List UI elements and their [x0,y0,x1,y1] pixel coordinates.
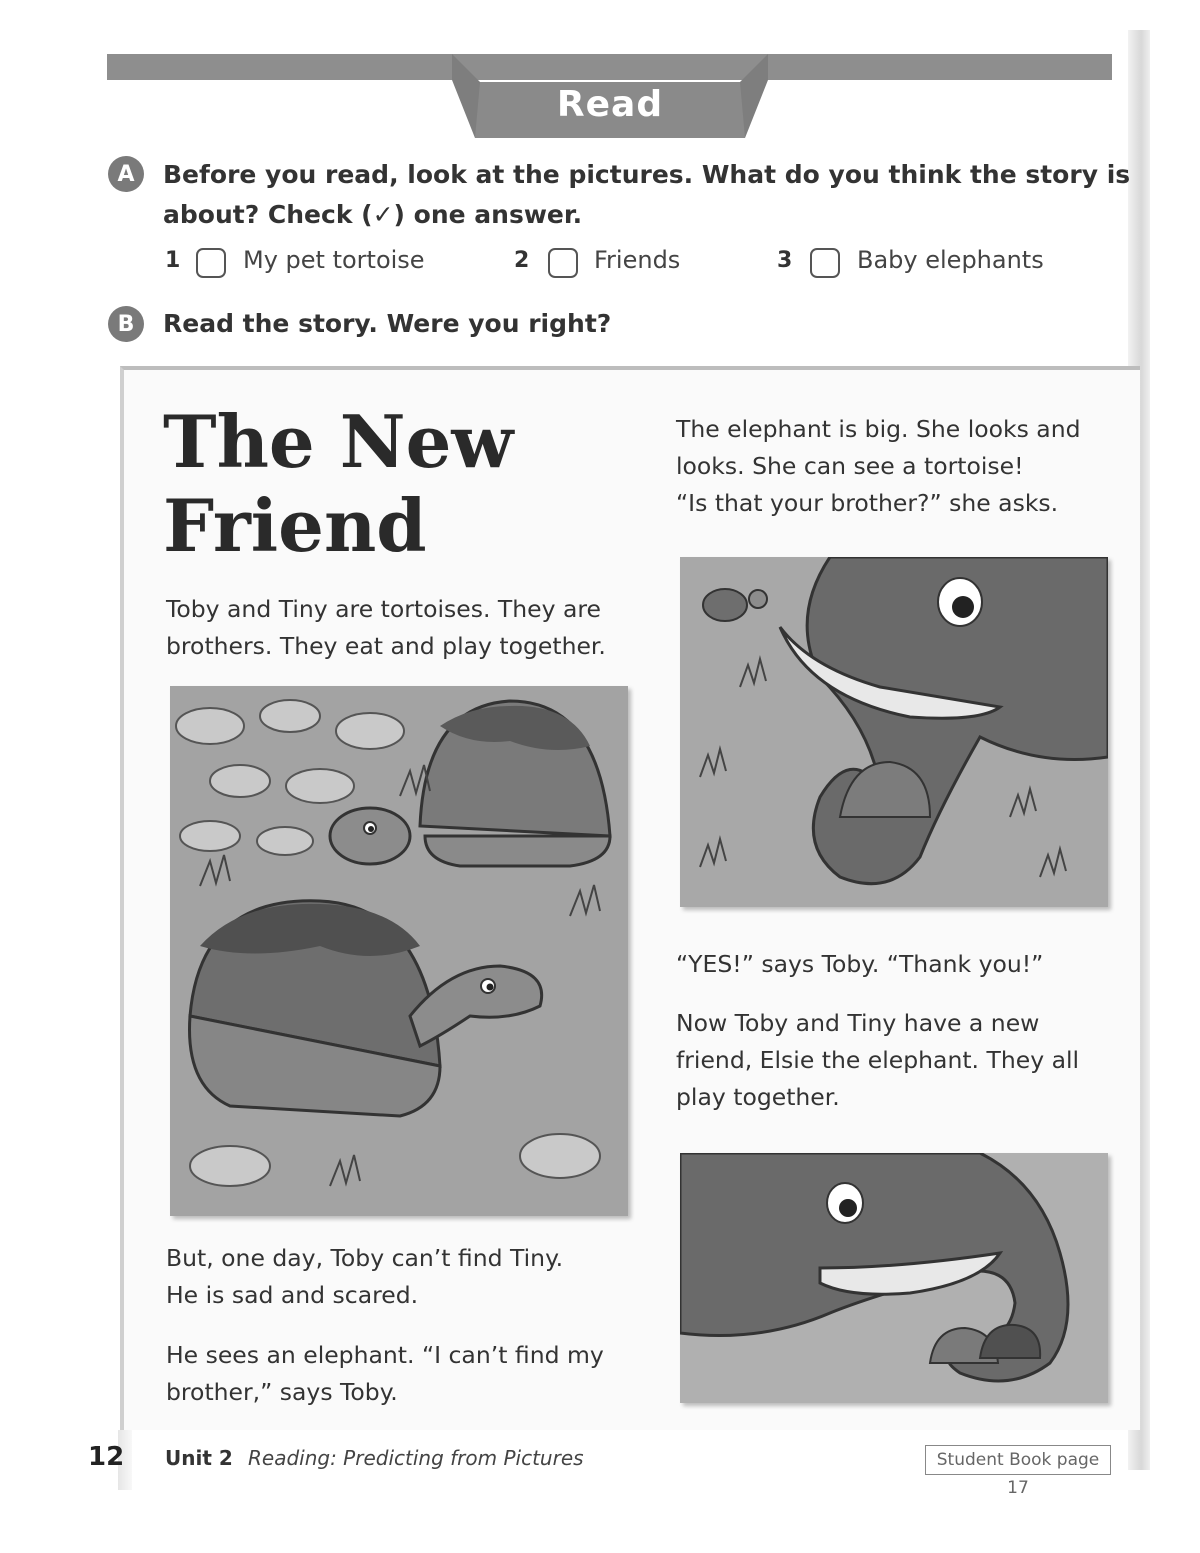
paragraph-5: “YES!” says Toby. “Thank you!” [676,950,1044,978]
paragraph-3 [166,1337,604,1411]
option-3-checkbox[interactable] [810,248,840,278]
story-title [163,400,583,568]
paragraph-4-line3: “Is that your brother?” she asks. [676,489,1059,517]
option-1-label: My pet tortoise [243,246,425,274]
option-3-label: Baby elephants [857,246,1044,274]
paragraph-4-line2: looks. She can see a tortoise! [676,452,1024,480]
option-2-checkbox[interactable] [548,248,578,278]
option-2-number: 2 [514,248,530,273]
paragraph-1-line2: brothers. They eat and play together. [166,632,606,660]
paragraph-4-line1: The elephant is big. She looks and [676,415,1081,443]
paragraph-6-line1: Now Toby and Tiny have a new [676,1009,1040,1037]
paragraph-2-line2: He is sad and scared. [166,1281,419,1309]
paragraph-6 [676,1005,1079,1116]
option-2-label: Friends [594,246,681,274]
header-banner [0,0,1200,150]
paragraph-1-line1: Toby and Tiny are tortoises. They are [166,595,601,623]
paragraph-2 [166,1240,563,1314]
option-1-number: 1 [165,248,181,273]
exercise-b-badge: B [108,306,144,342]
option-3-number: 3 [777,248,793,273]
story-title-line2: Friend [163,483,427,568]
option-1-checkbox[interactable] [196,248,226,278]
paragraph-3-line1: He sees an elephant. “I can’t find my [166,1341,604,1369]
unit-subtitle: Reading: Predicting from Pictures [248,1446,584,1470]
exercise-a-instruction-line2: about? Check (✓) one answer. [163,200,583,229]
exercise-b-instruction: Read the story. Were you right? [163,309,612,338]
unit-label: Unit 2 [165,1446,233,1470]
exercise-a-badge: A [108,156,144,192]
page-number: 12 [88,1442,125,1472]
elephant-with-tortoises-illustration [680,1153,1108,1403]
paragraph-2-line1: But, one day, Toby can’t find Tiny. [166,1244,564,1272]
paragraph-4 [676,411,1081,522]
paragraph-3-line2: brother,” says Toby. [166,1378,398,1406]
elephant-holding-tortoise-illustration [680,557,1108,907]
student-book-reference: Student Book page 17 [925,1445,1111,1475]
exercise-a-instruction-line1: Before you read, look at the pictures. What do you think the story is [163,160,1131,189]
story-title-line1: The New [163,399,514,484]
paragraph-6-line3: play together. [676,1083,840,1111]
paragraph-6-line2: friend, Elsie the elephant. They all [676,1046,1080,1074]
paragraph-1 [166,591,606,665]
tortoises-illustration [170,686,628,1216]
section-title: Read [556,84,664,125]
